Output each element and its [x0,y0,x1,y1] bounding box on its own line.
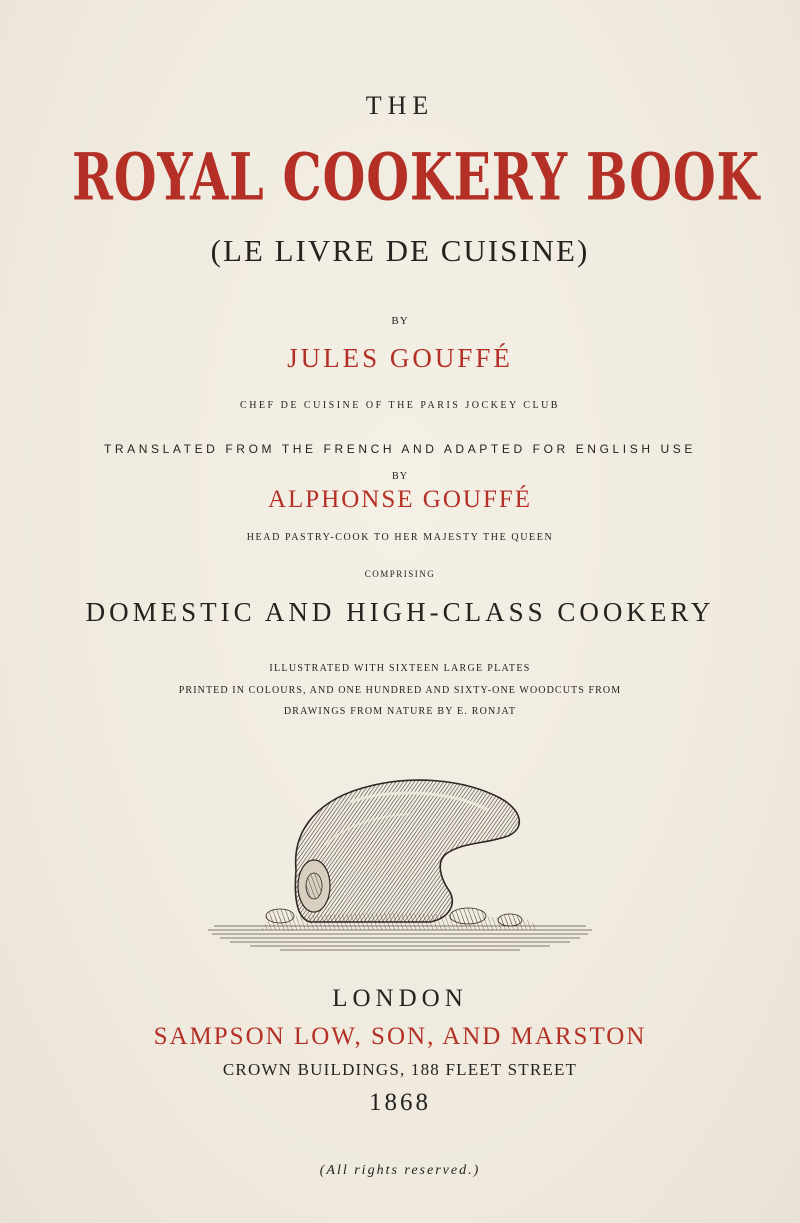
author-name: JULES GOUFFÉ [287,343,513,373]
illustration-line-3: DRAWINGS FROM NATURE BY E. RONJAT [283,706,517,717]
title-article: THE [365,91,435,120]
translation-note: TRANSLATED FROM THE FRENCH AND ADAPTED FOR ENGLISH USE [103,442,696,456]
publication-city: LONDON [332,985,468,1012]
by-author-label: BY [391,315,409,327]
roast-meat-vignette-icon [200,758,600,968]
french-subtitle: (LE LIVRE DE CUISINE) [210,233,590,268]
contents-headline: DOMESTIC AND HIGH-CLASS COOKERY [85,597,715,627]
by-translator-label: BY [392,471,408,482]
author-role: CHEF DE CUISINE OF THE PARIS JOCKEY CLUB [240,400,560,411]
illustration-line-1: ILLUSTRATED WITH SIXTEEN LARGE PLATES [269,663,531,674]
publication-year: 1868 [369,1089,431,1116]
publisher-name: SAMPSON LOW, SON, AND MARSTON [153,1023,647,1050]
main-title: ROYAL COOKERY BOOK [72,140,761,216]
publisher-address: CROWN BUILDINGS, 188 FLEET STREET [222,1060,578,1079]
comprising-label: COMPRISING [364,569,436,579]
rights-notice: (All rights reserved.) [319,1163,481,1178]
illustration-line-2: PRINTED IN COLOURS, AND ONE HUNDRED AND SIXTY-ONE WOODCUTS FROM [178,685,622,696]
translator-role: HEAD PASTRY-COOK TO HER MAJESTY THE QUEEN [246,532,554,543]
translator-name: ALPHONSE GOUFFÉ [267,486,533,513]
